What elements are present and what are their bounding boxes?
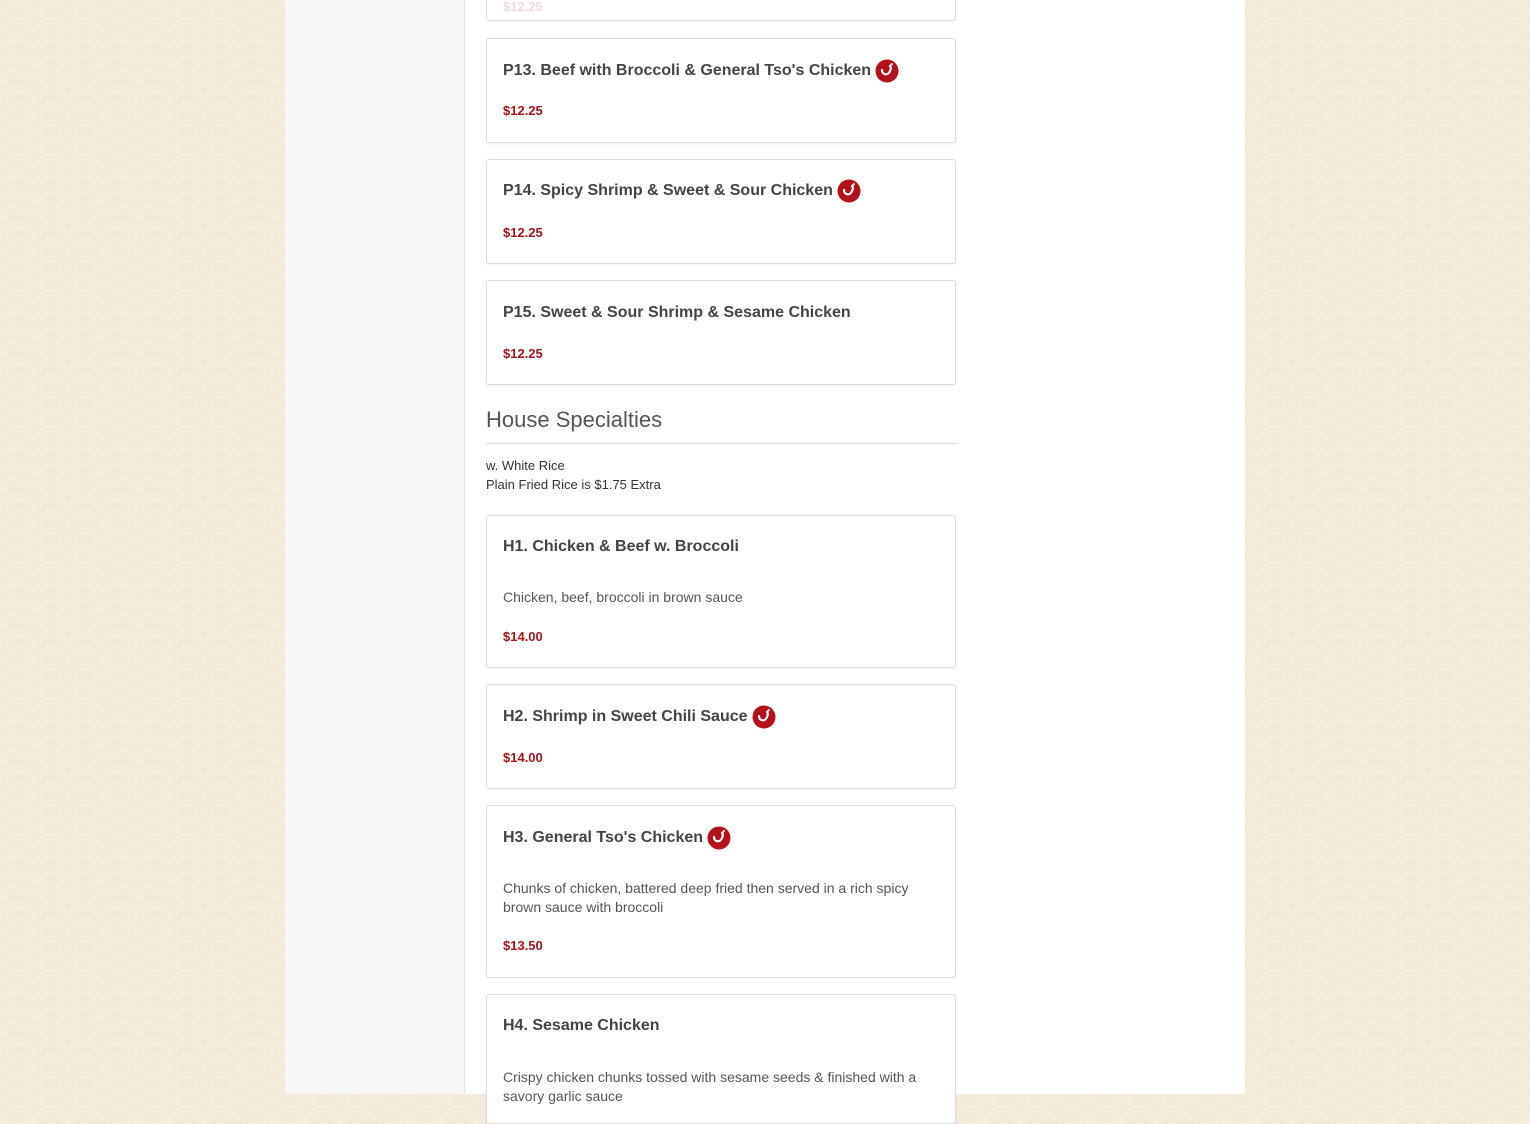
section-note-fried-rice: Plain Fried Rice is $1.75 Extra (486, 477, 661, 492)
item-title: H4. Sesame Chicken (503, 1017, 660, 1034)
section-title: House Specialties (486, 407, 958, 444)
chili-pepper-icon (707, 826, 731, 850)
item-title-wrap (503, 826, 731, 850)
menu-item-card-h1[interactable] (486, 515, 956, 668)
item-title-wrap (503, 705, 776, 729)
item-title: P15. Sweet & Sour Shrimp & Sesame Chicken (503, 304, 851, 321)
item-title-wrap (503, 538, 739, 556)
item-price: $12.25 (503, 346, 543, 361)
item-title: P13. Beef with Broccoli & General Tso's Chicken (503, 62, 872, 79)
item-price: $14.00 (503, 750, 543, 765)
item-price: $13.50 (503, 938, 543, 953)
item-price: $12.25 (503, 103, 543, 118)
menu-item-card-h4[interactable] (486, 994, 956, 1124)
menu-page (285, 0, 1245, 1104)
item-title-wrap (503, 59, 899, 83)
category-sidebar (285, 0, 465, 1094)
chili-pepper-icon (752, 705, 776, 729)
item-price: $12.25 (503, 0, 543, 14)
item-price: $12.25 (503, 225, 543, 240)
item-description: Crispy chicken chunks tossed with sesame seeds & finished with a savory garlic sauce (503, 1069, 917, 1104)
menu-item-card-p15[interactable] (486, 280, 956, 385)
menu-item-card-h3[interactable] (486, 805, 956, 978)
item-title-wrap (503, 179, 861, 203)
menu-item-card-h2[interactable] (486, 684, 956, 789)
item-title-wrap (503, 1017, 660, 1035)
item-title: H2. Shrimp in Sweet Chili Sauce (503, 708, 748, 725)
chili-pepper-icon (837, 179, 861, 203)
section-note-rice: w. White Rice (486, 458, 565, 473)
item-title-wrap (503, 304, 851, 322)
chili-pepper-icon (875, 59, 899, 83)
item-price: $14.00 (503, 629, 543, 644)
item-description: Chicken, beef, broccoli in brown sauce (503, 589, 743, 605)
item-title: H1. Chicken & Beef w. Broccoli (503, 538, 739, 555)
item-title: P14. Spicy Shrimp & Sweet & Sour Chicken (503, 182, 833, 199)
menu-item-card-previous[interactable] (486, 0, 956, 21)
item-title: H3. General Tso's Chicken (503, 829, 704, 846)
menu-item-card-p14[interactable] (486, 159, 956, 264)
menu-item-card-p13[interactable] (486, 38, 956, 143)
item-description: Chunks of chicken, battered deep fried then served in a rich spicy brown sauce with broccoli (503, 880, 909, 915)
